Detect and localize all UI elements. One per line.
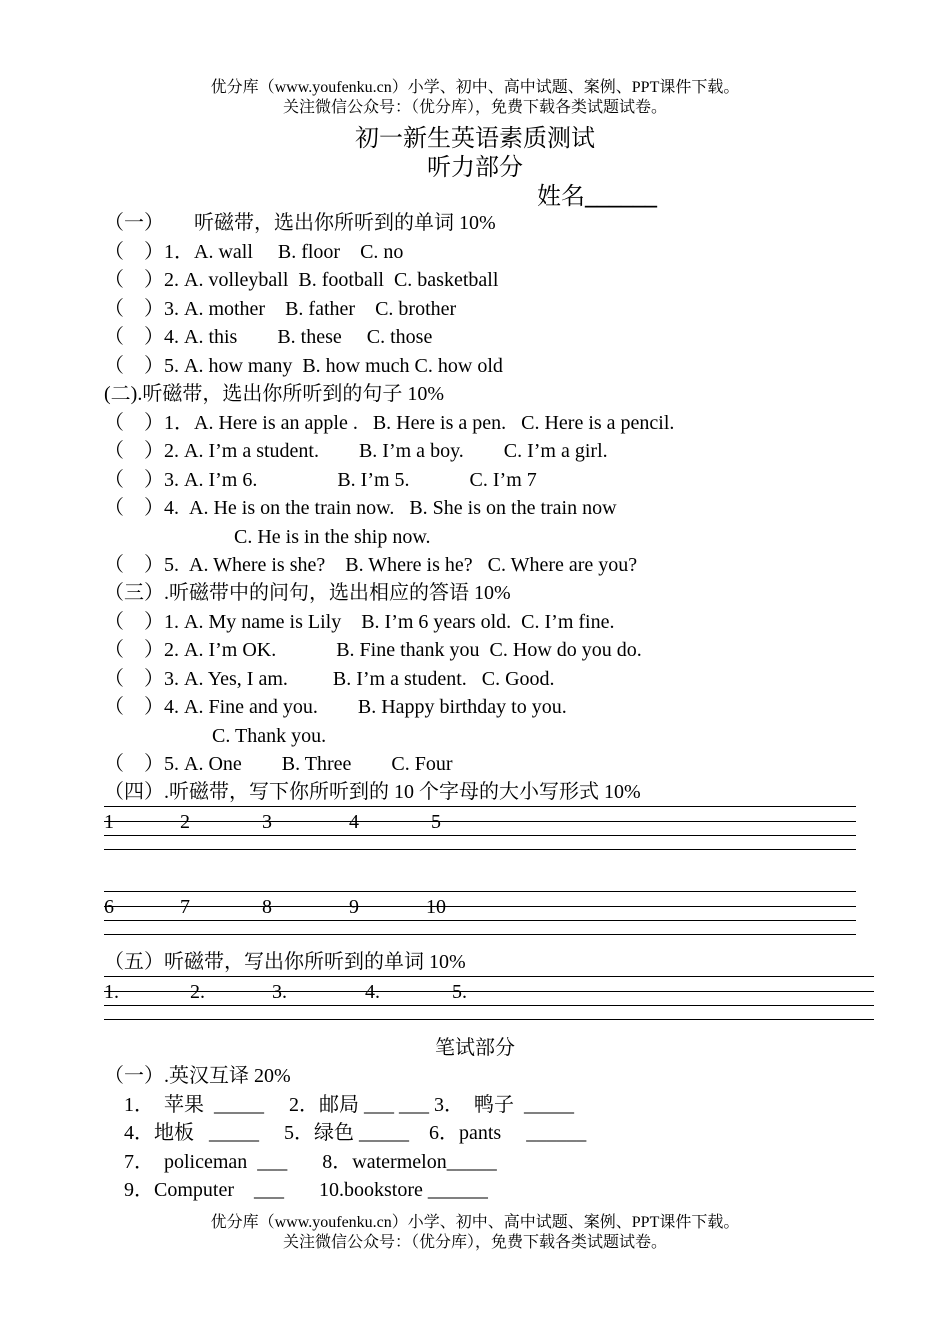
- writing-line: [104, 906, 856, 907]
- writing-line: [104, 821, 856, 822]
- s3-item-5: （ ）5. A. One B. Three C. Four: [104, 753, 453, 775]
- s4-number: 7: [180, 896, 190, 918]
- page-title: 初一新生英语素质测试: [355, 126, 595, 152]
- s1-heading: （一） 听磁带，选出你所听到的单词 10%: [104, 212, 496, 234]
- footer-line-2: 关注微信公众号：（优分库），免费下载各类试题试卷。: [282, 1234, 667, 1251]
- header-line-2: 关注微信公众号：（优分库），免费下载各类试题试卷。: [282, 99, 667, 116]
- writing-line: [104, 849, 856, 850]
- writing-line: [104, 991, 874, 992]
- s1-item-3: （ ）3. A. mother B. father C. brother: [104, 298, 457, 320]
- writing-line: [104, 1019, 874, 1020]
- s5-heading: （五）听磁带，写出你所听到的单词 10%: [104, 951, 466, 973]
- s2-item-2: （ ）2. A. I’m a student. B. I’m a boy. C. I’m a girl.: [104, 440, 608, 462]
- writing-line: [104, 835, 856, 836]
- s2-item-4-cont: C. He is in the ship now.: [234, 526, 431, 548]
- s4-number: 5: [431, 811, 441, 833]
- s5-number: 2.: [190, 981, 205, 1003]
- s1-item-1: （ ）1．A. wall B. floor C. no: [104, 241, 404, 263]
- s2-item-4: （ ）4. A. He is on the train now. B. She is on the train now: [104, 497, 617, 519]
- s4-number: 6: [104, 896, 114, 918]
- w1-row-1: 1． 苹果 _____ 2．邮局 ___ ___ 3． 鸭子 _____: [124, 1094, 574, 1116]
- s5-number: 4.: [365, 981, 380, 1003]
- s1-item-2: （ ）2. A. volleyball B. football C. basketball: [104, 269, 499, 291]
- s3-item-1: （ ）1. A. My name is Lily B. I’m 6 years old. C. I’m fine.: [104, 611, 615, 633]
- s2-heading: (二).听磁带，选出你所听到的句子 10%: [104, 383, 444, 405]
- s4-number: 8: [262, 896, 272, 918]
- s3-item-3: （ ）3. A. Yes, I am. B. I’m a student. C. Good.: [104, 668, 555, 690]
- s4-number: 2: [180, 811, 190, 833]
- s4-number: 9: [349, 896, 359, 918]
- s4-number: 1: [104, 811, 114, 833]
- writing-line: [104, 920, 856, 921]
- s2-item-1: （ ）1．A. Here is an apple . B. Here is a pen. C. Here is a pencil.: [104, 412, 675, 434]
- s5-number: 5.: [452, 981, 467, 1003]
- writing-line: [104, 976, 874, 977]
- s5-number: 3.: [272, 981, 287, 1003]
- section-title-written: 笔试部分: [435, 1037, 515, 1059]
- s3-heading: （三）.听磁带中的问句，选出相应的答语 10%: [104, 582, 511, 604]
- writing-line: [104, 806, 856, 807]
- s4-number: 3: [262, 811, 272, 833]
- s5-number: 1.: [104, 981, 119, 1003]
- header-line-1: 优分库（www.youfenku.cn）小学、初中、高中试题、案例、PPT课件下载。: [210, 79, 740, 96]
- s1-item-4: （ ）4. A. this B. these C. those: [104, 326, 433, 348]
- s2-item-3: （ ）3. A. I’m 6. B. I’m 5. C. I’m 7: [104, 469, 537, 491]
- s1-item-5: （ ）5. A. how many B. how much C. how old: [104, 355, 503, 377]
- w1-heading: （一）.英汉互译 20%: [104, 1065, 291, 1087]
- s3-item-2: （ ）2. A. I’m OK. B. Fine thank you C. How do you do.: [104, 639, 642, 661]
- name-label: 姓名: [537, 184, 585, 210]
- writing-line: [104, 891, 856, 892]
- writing-line: [104, 934, 856, 935]
- name-field: [537, 182, 657, 212]
- s3-item-4-cont: C. Thank you.: [212, 725, 327, 747]
- w1-row-4: 9．Computer ___ 10.bookstore ______: [124, 1179, 488, 1201]
- s3-item-4: （ ）4. A. Fine and you. B. Happy birthday to you.: [104, 696, 567, 718]
- s2-item-5: （ ）5. A. Where is she? B. Where is he? C. Where are you?: [104, 554, 638, 576]
- s4-heading: （四）.听磁带，写下你所听到的 10 个字母的大小写形式 10%: [104, 781, 641, 803]
- section-title-listening: 听力部分: [427, 155, 523, 181]
- s4-number: 10: [426, 896, 446, 918]
- name-blank: ______: [585, 184, 657, 210]
- w1-row-2: 4．地板 _____ 5．绿色 _____ 6．pants ______: [124, 1122, 587, 1144]
- s4-number: 4: [349, 811, 359, 833]
- w1-row-3: 7． policeman ___ 8．watermelon_____: [124, 1151, 497, 1173]
- footer-line-1: 优分库（www.youfenku.cn）小学、初中、高中试题、案例、PPT课件下载。: [210, 1214, 740, 1231]
- writing-line: [104, 1005, 874, 1006]
